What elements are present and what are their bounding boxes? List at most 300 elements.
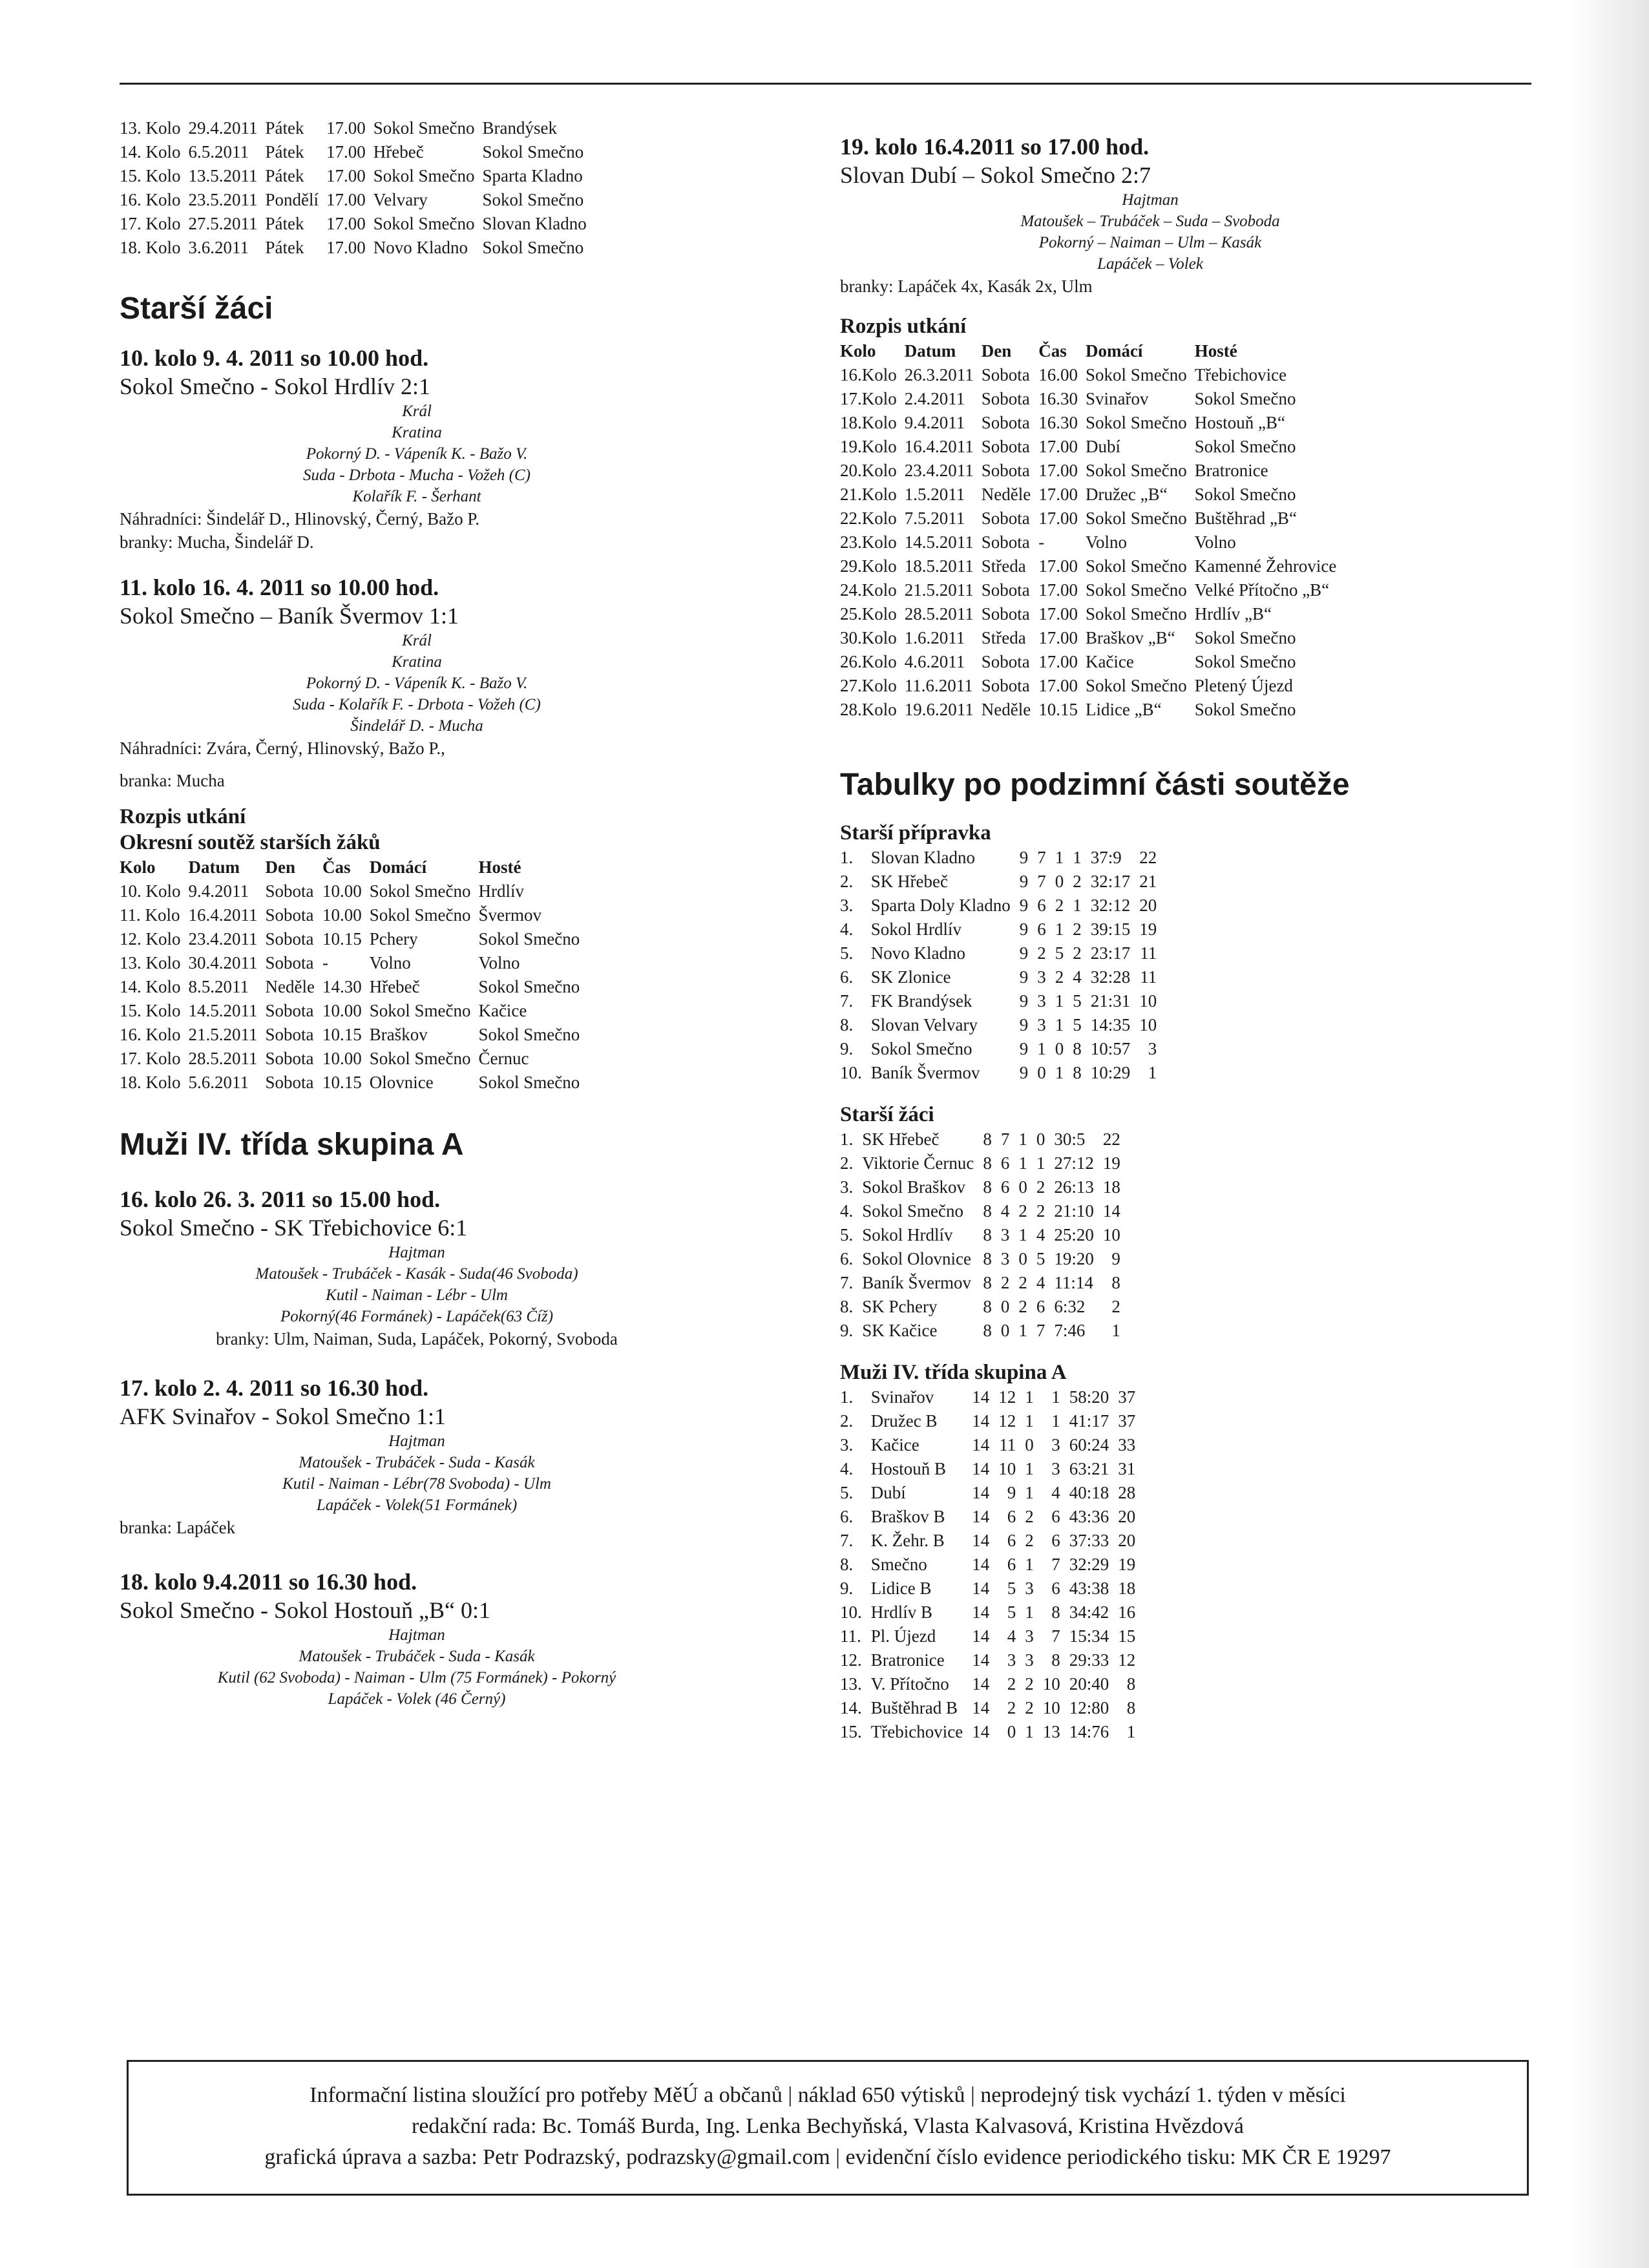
table-cell: 2 (1025, 1698, 1034, 1717)
table-cell: Pátek (265, 238, 304, 257)
table-cell: 3. (840, 1435, 854, 1454)
table-cell: 4 (1073, 967, 1082, 987)
table-cell: 8 (1051, 1650, 1060, 1670)
table-cell: 8 (1126, 1674, 1136, 1694)
table-cell: 16.30 (1038, 413, 1078, 432)
table-cell: Volno (1085, 532, 1127, 552)
table-cell: 2. (840, 872, 854, 891)
table-cell: 8. (840, 1015, 854, 1034)
table-cell: Sokol Smečno (1085, 365, 1187, 384)
table-cell: 8. (840, 1555, 854, 1574)
table-cell: 8 (983, 1201, 992, 1221)
table-cell: Sokol Smečno (1085, 509, 1187, 528)
table-cell: Volno (369, 953, 411, 972)
lineup-line: Kutil - Naiman - Lébr(78 Svoboda) - Ulm (282, 1475, 551, 1493)
table-cell: Sobota (265, 1025, 314, 1044)
table-cell: 3 (1037, 967, 1046, 987)
table-cell: Slovan Kladno (870, 848, 975, 867)
table-cell: 21 (1139, 872, 1157, 891)
table-cell: 23.5.2011 (188, 190, 258, 209)
table-cell: 1.5.2011 (904, 485, 965, 504)
table-cell: 17.00 (326, 214, 366, 233)
table-row (840, 602, 1344, 626)
table-cell: 5 (1055, 943, 1064, 963)
footer-line-2: redakční rada: Bc. Tomáš Burda, Ing. Lenka Bechyňská, Vlasta Kalvasová, Kristina Hvězdová (412, 2114, 1244, 2138)
table-cell: 1 (1025, 1722, 1034, 1741)
right-column (840, 132, 1460, 1744)
table-cell: 0 (1055, 1039, 1064, 1058)
table-cell: Kamenné Žehrovice (1194, 556, 1337, 576)
table-cell: 19:20 (1054, 1249, 1094, 1268)
table-row (840, 1553, 1144, 1577)
match-10-subs: Náhradníci: Šindelář D., Hlinovský, Černý, Bažo P. (120, 509, 480, 529)
match-18-lineup (120, 1624, 714, 1710)
table-cell: 29.4.2011 (188, 118, 258, 138)
table-row (840, 1175, 1129, 1199)
table-cell: 12 (998, 1387, 1016, 1407)
column-header: Čas (1038, 341, 1067, 361)
table-cell: 2 (1000, 1273, 1010, 1292)
table-cell: 14 (972, 1555, 990, 1574)
table-cell: 9 (1019, 848, 1029, 867)
table-cell: 1 (1111, 1321, 1120, 1340)
lineup-line: Kolařík F. - Šerhant (352, 488, 481, 505)
match-18-heading: 18. kolo 9.4.2011 so 16.30 hod. (120, 1569, 417, 1595)
table-cell: 7:46 (1054, 1321, 1086, 1340)
table-cell: 28.5.2011 (904, 604, 974, 624)
table-cell: 10:57 (1090, 1039, 1131, 1058)
table-cell: Sokol Smečno (373, 166, 475, 185)
table-cell: 1 (1051, 1387, 1060, 1407)
table-cell: 4.6.2011 (904, 652, 965, 671)
match-11-lineup (120, 630, 714, 737)
table-row (120, 951, 587, 975)
table-cell: Slovan Velvary (870, 1015, 978, 1034)
table-cell: Bratronice (870, 1650, 945, 1670)
match-17-result: AFK Svinařov - Sokol Smečno 1:1 (120, 1403, 446, 1429)
table-cell: 2 (1073, 943, 1082, 963)
lineup-line: Šindelář D. - Mucha (350, 717, 483, 735)
table-row (120, 212, 594, 236)
lineup-line: Matoušek - Trubáček - Suda - Kasák (299, 1648, 535, 1665)
table-cell: 16 (1118, 1602, 1136, 1622)
match-19-lineup (840, 189, 1460, 275)
table-cell: Lidice „B“ (1085, 700, 1162, 719)
column-header: Hosté (1194, 341, 1237, 361)
table-cell: Sobota (981, 389, 1030, 408)
table-cell: 30.4.2011 (188, 953, 258, 972)
table-cell: 9 (1111, 1249, 1120, 1268)
table-cell: 2 (1073, 919, 1082, 939)
table-cell: 6 (1037, 919, 1046, 939)
table-cell: 8 (1073, 1039, 1082, 1058)
match-16-result: Sokol Smečno - SK Třebichovice 6:1 (120, 1215, 468, 1241)
table-cell: 14 (1102, 1201, 1120, 1221)
table-row (120, 188, 594, 212)
table-cell: 11. (840, 1626, 861, 1646)
table-cell: 10.15 (322, 929, 362, 949)
table-cell: 4 (1000, 1201, 1010, 1221)
table-cell: 60:24 (1069, 1435, 1109, 1454)
column-header: Čas (322, 857, 351, 877)
table-cell: - (322, 953, 328, 972)
table-cell: 3 (1051, 1435, 1060, 1454)
match-18-result: Sokol Smečno - Sokol Hostouň „B“ 0:1 (120, 1597, 490, 1623)
table-cell: 2. (840, 1153, 854, 1173)
column-header: Domácí (1085, 341, 1143, 361)
table-cell: 2 (1073, 872, 1082, 891)
table-cell: Sobota (265, 953, 314, 972)
table-cell: 1 (1126, 1722, 1136, 1741)
table-cell: 15:34 (1069, 1626, 1109, 1646)
table-cell: Sokol Smečno (478, 929, 580, 949)
table-cell: Družec B (870, 1411, 938, 1431)
match-19-result: Slovan Dubí – Sokol Smečno 2:7 (840, 162, 1151, 188)
zaci-schedule-table (120, 856, 587, 1095)
table-cell: 10.15 (1038, 700, 1078, 719)
table-cell: 18. Kolo (120, 238, 181, 257)
table-cell: Sokol Smečno (373, 214, 475, 233)
table-cell: Braškov B (870, 1507, 945, 1526)
table-cell: 2 (1036, 1201, 1045, 1221)
table-cell: 5 (1007, 1602, 1016, 1622)
top-rule (120, 83, 1531, 85)
table-row (840, 1696, 1144, 1720)
table-cell: Sokol Smečno (478, 1025, 580, 1044)
table-cell: 28.Kolo (840, 700, 897, 719)
table-cell: Sobota (981, 652, 1030, 671)
table-row (840, 1720, 1144, 1744)
table-cell: 10 (1139, 1015, 1157, 1034)
table-cell: 8 (1051, 1602, 1060, 1622)
table-cell: Neděle (265, 977, 315, 996)
table-row (840, 1457, 1144, 1481)
table-cell: 15. (840, 1722, 862, 1741)
table-cell: 2. (840, 1411, 854, 1431)
table-cell: 3 (1037, 991, 1046, 1011)
table-cell: 33 (1118, 1435, 1136, 1454)
column-header: Den (265, 857, 295, 877)
table-cell: 21:10 (1054, 1201, 1094, 1221)
table-cell: 6 (1036, 1297, 1045, 1316)
table-cell: Pondělí (265, 190, 319, 209)
table-cell: 3 (1007, 1650, 1016, 1670)
table-cell: Sobota (265, 881, 314, 901)
table-cell: Dubí (1085, 437, 1120, 456)
table-cell: 17.00 (326, 238, 366, 257)
table-cell: 11. Kolo (120, 905, 180, 925)
match-17-goals: branka: Lapáček (120, 1518, 236, 1537)
table-cell: 10.00 (322, 905, 362, 925)
table-cell: Velké Přítočno „B“ (1194, 580, 1330, 600)
table-cell: V. Přítočno (870, 1674, 949, 1694)
table-cell: 7. (840, 1273, 854, 1292)
table-cell: 10. Kolo (120, 881, 181, 901)
table-cell: 41:17 (1069, 1411, 1109, 1431)
table-row (840, 1061, 1166, 1085)
column-header: Kolo (120, 857, 156, 877)
table-cell: - (1038, 532, 1045, 552)
table-cell: 8 (983, 1249, 992, 1268)
table-cell: 16. Kolo (120, 1025, 181, 1044)
table-cell: Hrdlív „B“ (1194, 604, 1272, 624)
table-cell: Sokol Smečno (870, 1039, 972, 1058)
table-cell: 9 (1019, 896, 1029, 915)
table-cell: Středa (981, 628, 1026, 647)
table-cell: Sparta Doly Kladno (870, 896, 1011, 915)
table-row (840, 674, 1344, 698)
table-row (840, 1481, 1144, 1505)
table-cell: Sobota (981, 437, 1030, 456)
table-cell: 17.00 (326, 118, 366, 138)
table-cell: 14:35 (1090, 1015, 1131, 1034)
table-cell: 17.00 (1038, 580, 1078, 600)
table-cell: 14 (972, 1626, 990, 1646)
table-cell: 1 (1055, 1063, 1064, 1082)
table-cell: Sokol Braškov (862, 1177, 966, 1197)
table-cell: SK Hřebeč (862, 1129, 940, 1149)
table-cell: Sokol Smečno (478, 1073, 580, 1092)
table-cell: Pátek (265, 166, 304, 185)
table-cell: 5 (1073, 1015, 1082, 1034)
table-cell: 3 (1000, 1225, 1010, 1244)
table-row (840, 1247, 1129, 1271)
table-row (840, 387, 1344, 411)
table-cell: 21.5.2011 (188, 1025, 258, 1044)
table-cell: 32:12 (1090, 896, 1131, 915)
table-cell: Sokol Smečno (1085, 461, 1187, 480)
table-cell: Sparta Kladno (482, 166, 583, 185)
table-cell: 10 (1042, 1698, 1060, 1717)
table-cell: 20 (1118, 1531, 1136, 1550)
table-cell: 24.Kolo (840, 580, 897, 600)
table-cell: 4 (1036, 1225, 1045, 1244)
table-cell: 21:31 (1090, 991, 1131, 1011)
table-cell: Svinařov (870, 1387, 934, 1407)
standings-zaci-table (840, 1128, 1129, 1343)
table-row (840, 363, 1344, 387)
table-row (840, 1648, 1144, 1672)
table-cell: Braškov „B“ (1085, 628, 1175, 647)
table-cell: 15. Kolo (120, 1001, 181, 1020)
table-row (840, 1624, 1144, 1648)
table-cell: Sokol Smečno (862, 1201, 964, 1221)
table-cell: 10. (840, 1602, 862, 1622)
footer-line-3: grafická úprava a sazba: Petr Podrazský, podrazsky@gmail.com | evidenční číslo evidence periodického tisku: MK ČR E 19297 (264, 2145, 1391, 2169)
lineup-line: Kratina (392, 424, 442, 441)
table-row (840, 1505, 1144, 1529)
table-cell: 23.4.2011 (188, 929, 258, 949)
table-cell: 3 (1148, 1039, 1157, 1058)
table-cell: 2 (1037, 943, 1046, 963)
table-row (120, 140, 594, 164)
table-cell: Hrdlív (478, 881, 524, 901)
table-row (840, 1151, 1129, 1175)
table-cell: 14 (972, 1411, 990, 1431)
table-cell: 20:40 (1069, 1674, 1109, 1694)
table-cell: 16.30 (1038, 389, 1078, 408)
match-19-goals: branky: Lapáček 4x, Kasák 2x, Ulm (840, 277, 1093, 296)
table-cell: 3 (1025, 1650, 1034, 1670)
table-cell: Kačice (870, 1435, 919, 1454)
table-cell: Sobota (265, 929, 314, 949)
table-cell: 14. (840, 1698, 862, 1717)
table-cell: Sobota (981, 461, 1030, 480)
table-cell: 1 (1018, 1129, 1027, 1149)
table-cell: 5. (840, 1483, 854, 1502)
table-cell: 14 (972, 1459, 990, 1478)
footer-line-1: Informační listina sloužící pro potřeby MěÚ a občanů | náklad 650 výtisků | neprodejný tisk vychází 1. týden v měsíci (310, 2083, 1346, 2107)
table-cell: 22 (1139, 848, 1157, 867)
table-cell: Sokol Smečno (482, 238, 584, 257)
table-cell: 1 (1037, 1039, 1046, 1058)
table-row (120, 975, 587, 999)
lineup-line: Hajtman (1122, 191, 1179, 209)
lineup-line: Pokorný D. - Vápeník K. - Bažo V. (306, 675, 528, 692)
table-cell: 10.15 (322, 1025, 362, 1044)
table-cell: 13. (840, 1674, 862, 1694)
table-cell: 26:13 (1054, 1177, 1094, 1197)
table-cell: Sobota (265, 1001, 314, 1020)
column-header: Datum (904, 341, 956, 361)
table-cell: Viktorie Černuc (862, 1153, 974, 1173)
table-cell: 4. (840, 919, 854, 939)
table-cell: 9 (1019, 967, 1029, 987)
table-cell: 3. (840, 1177, 854, 1197)
table-cell: Sobota (981, 676, 1030, 695)
table-cell: 11 (1140, 943, 1157, 963)
table-row (840, 1037, 1166, 1061)
table-row (840, 1295, 1129, 1319)
table-cell: 6 (1007, 1555, 1016, 1574)
table-cell: 6 (1000, 1153, 1010, 1173)
table-row (120, 879, 587, 903)
table-cell: 2 (1025, 1531, 1034, 1550)
table-cell: 1 (1148, 1063, 1157, 1082)
table-row (840, 941, 1166, 965)
table-cell: Novo Kladno (870, 943, 965, 963)
table-cell: Pletený Újezd (1194, 676, 1293, 695)
table-cell: Dubí (870, 1483, 906, 1502)
table-cell: Sokol Smečno (369, 1001, 471, 1020)
table-cell: 19 (1139, 919, 1157, 939)
standings-zaci-heading: Starší žáci (840, 1103, 934, 1126)
table-cell: Sokol Smečno (1194, 628, 1296, 647)
rozpis-utkani-muzi-heading: Rozpis utkání (840, 315, 967, 338)
table-cell: Neděle (981, 700, 1031, 719)
lineup-line: Lapáček - Volek(51 Formánek) (316, 1496, 518, 1514)
lineup-line: Suda - Kolařík F. - Drbota - Vožeh (C) (293, 696, 541, 713)
table-cell: 7 (1037, 872, 1046, 891)
table-row (840, 578, 1344, 602)
table-cell: 7.5.2011 (904, 509, 965, 528)
table-cell: 25:20 (1054, 1225, 1094, 1244)
match-10-goals: branky: Mucha, Šindelář D. (120, 532, 314, 552)
table-cell: 12. Kolo (120, 929, 181, 949)
table-row (840, 530, 1344, 554)
table-cell: 6 (1007, 1531, 1016, 1550)
table-cell: 20 (1118, 1507, 1136, 1526)
table-cell: Sokol Smečno (373, 118, 475, 138)
table-cell: 21.Kolo (840, 485, 897, 504)
table-cell: 23.4.2011 (904, 461, 974, 480)
table-cell: 11 (999, 1435, 1016, 1454)
table-cell: 14 (972, 1531, 990, 1550)
match-17-lineup (120, 1431, 714, 1516)
table-cell: 26.Kolo (840, 652, 897, 671)
table-cell: Olovnice (369, 1073, 434, 1092)
table-cell: 23:17 (1090, 943, 1131, 963)
table-cell: 4 (1036, 1273, 1045, 1292)
table-cell: 12. (840, 1650, 862, 1670)
table-cell: 10.15 (322, 1073, 362, 1092)
table-cell: 8 (983, 1273, 992, 1292)
table-cell: 1 (1025, 1602, 1034, 1622)
table-cell: 8 (983, 1177, 992, 1197)
table-cell: 9 (1019, 1015, 1029, 1034)
section-title-muzi: Muži IV. třída skupina A (120, 1128, 464, 1162)
table-cell: 19 (1102, 1153, 1120, 1173)
table-cell: 2 (1018, 1297, 1027, 1316)
table-row (120, 1071, 587, 1095)
table-row (840, 626, 1344, 650)
table-cell: Brandýsek (482, 118, 558, 138)
table-cell: 22.Kolo (840, 509, 897, 528)
table-cell: Třebichovice (870, 1722, 963, 1741)
column-header: Domácí (369, 857, 427, 877)
table-cell: Sokol Smečno (1085, 413, 1187, 432)
table-cell: 14.5.2011 (904, 532, 974, 552)
table-cell: 0 (1036, 1129, 1045, 1149)
table-cell: 16.Kolo (840, 365, 897, 384)
table-cell: 4 (1007, 1626, 1016, 1646)
table-cell: 14. Kolo (120, 977, 181, 996)
table-cell: Pátek (265, 142, 304, 162)
table-cell: 9.4.2011 (188, 881, 249, 901)
standings-muzi-table (840, 1385, 1144, 1744)
table-cell: Sokol Smečno (482, 190, 584, 209)
table-cell: 18. Kolo (120, 1073, 181, 1092)
table-cell: 5 (1007, 1579, 1016, 1598)
table-cell: 14:76 (1069, 1722, 1109, 1741)
table-cell: 3 (1000, 1249, 1010, 1268)
table-cell: Černuc (478, 1049, 529, 1068)
table-cell: 3 (1025, 1579, 1034, 1598)
table-cell: 32:29 (1069, 1555, 1109, 1574)
table-cell: 11 (1140, 967, 1157, 987)
table-header-row (120, 856, 587, 879)
table-cell: 17.00 (326, 142, 366, 162)
table-row (840, 1577, 1144, 1601)
match-10-result: Sokol Smečno - Sokol Hrdlív 2:1 (120, 373, 431, 399)
table-cell: 1 (1055, 991, 1064, 1011)
table-cell: 8 (983, 1297, 992, 1316)
table-cell: Neděle (981, 485, 1031, 504)
table-cell: 14 (972, 1483, 990, 1502)
table-cell: SK Hřebeč (870, 872, 948, 891)
pripravka-schedule-table (120, 116, 594, 260)
table-cell: 6. (840, 1507, 854, 1526)
lineup-line: Pokorný D. - Vápeník K. - Bažo V. (306, 445, 528, 463)
muzi-schedule-table (840, 339, 1344, 722)
table-cell: 2 (1018, 1273, 1027, 1292)
table-cell: 14 (972, 1722, 990, 1741)
table-cell: Svinařov (1085, 389, 1149, 408)
table-cell: 9 (1019, 919, 1029, 939)
table-cell: Pchery (369, 929, 418, 949)
table-cell: 16. Kolo (120, 190, 181, 209)
table-cell: 32:28 (1090, 967, 1131, 987)
